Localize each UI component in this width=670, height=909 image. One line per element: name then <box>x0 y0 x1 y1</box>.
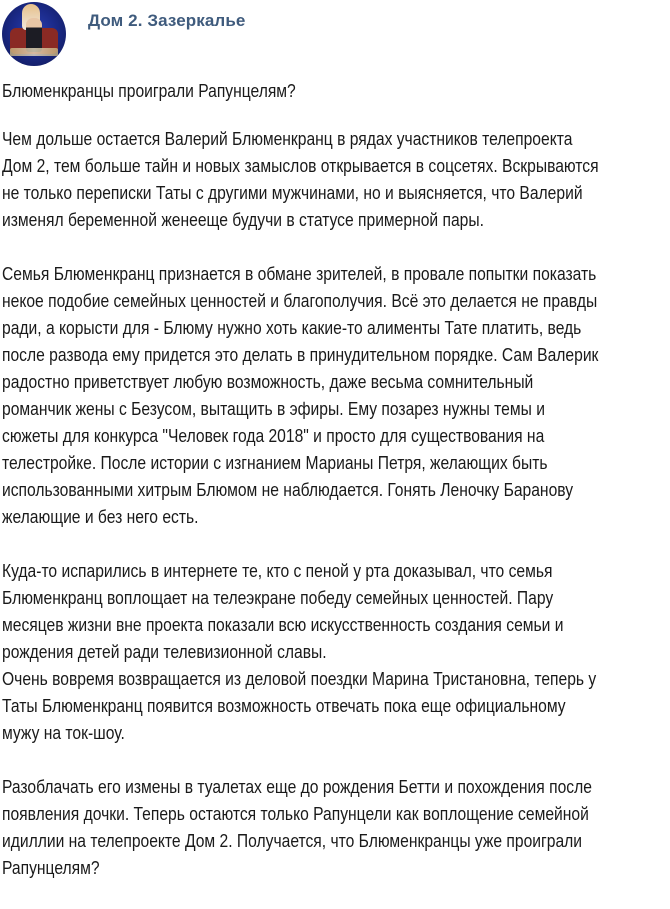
group-avatar[interactable] <box>2 2 66 66</box>
text-line: ради, а корысти для - Блюму нужно хоть какие-то алименты Тате платить, ведь <box>2 318 582 338</box>
text-line: Рапунцелям? <box>2 858 100 878</box>
paragraph <box>2 558 595 747</box>
text-line: Дом 2, тем больше тайн и новых замыслов открывается в соцсетях. Вскрываются <box>2 156 599 176</box>
text-line: сюжеты для конкурса "Человек года 2018" и просто для существования на <box>2 426 545 446</box>
text-line: Чем дольше остается Валерий Блюменкранц в рядах участников телепроекта <box>2 129 573 149</box>
text-line: использованными хитрым Блюмом не наблюдается. Гонять Леночку Баранову <box>2 480 574 500</box>
text-line: изменял беременной женееще будучи в статусе примерной пары. <box>2 210 484 230</box>
text-line: Разоблачать его измены в туалетах еще до рождения Бетти и похождения после <box>2 777 592 797</box>
text-line: месяцев жизни вне проекта показали всю искусственность создания семьи и <box>2 615 564 635</box>
post-header <box>0 0 670 70</box>
text-line: не только переписки Таты с другими мужчинами, но и выясняется, что Валерий <box>2 183 583 203</box>
text-line: после развода ему придется это делать в принудительном порядке. Сам Валерик <box>2 345 599 365</box>
paragraph <box>2 126 599 234</box>
text-line: телестройке. После истории с изгнанием Марианы Петря, желающих быть <box>2 453 548 473</box>
paragraph <box>2 774 595 882</box>
text-line: романчик жены с Безусом, вытащить в эфиры. Ему позарез нужны темы и <box>2 399 545 419</box>
text-line: Блюменкранц воплощает на телеэкране победу семейных ценностей. Пару <box>2 588 554 608</box>
text-line: Очень вовремя возвращается из деловой поездки Марина Тристановна, теперь у <box>2 669 597 689</box>
text-line: мужу на ток-шоу. <box>2 723 125 743</box>
text-line: рождения детей ради телевизионной славы. <box>2 642 327 662</box>
text-line: Куда-то испарились в интернете те, кто с пеной у рта доказывал, что семья <box>2 561 553 581</box>
text-line: идиллии на телепроекте Дом 2. Получается, что Блюменкранцы уже проиграли <box>2 831 583 851</box>
post-body <box>2 78 599 909</box>
text-line: радостно приветствует любую возможность, даже весьма сомнительный <box>2 372 534 392</box>
paragraph <box>2 261 599 531</box>
post-title: Блюменкранцы проиграли Рапунцелям? <box>2 81 296 101</box>
avatar-figure-shape <box>26 18 42 52</box>
text-line: некое подобие семейных ценностей и благополучия. Всё это делается не правды <box>2 291 598 311</box>
text-line: Семья Блюменкранц признается в обмане зрителей, в провале попытки показать <box>2 264 597 284</box>
group-name-link[interactable]: Дом 2. Зазеркалье <box>88 11 246 30</box>
avatar-logo-shape <box>10 48 58 56</box>
text-line: Таты Блюменкранц появится возможность отвечать пока еще официальному <box>2 696 566 716</box>
text-line: появления дочки. Теперь остаются только Рапунцели как воплощение семейной <box>2 804 589 824</box>
text-line: желающие и без него есть. <box>2 507 199 527</box>
